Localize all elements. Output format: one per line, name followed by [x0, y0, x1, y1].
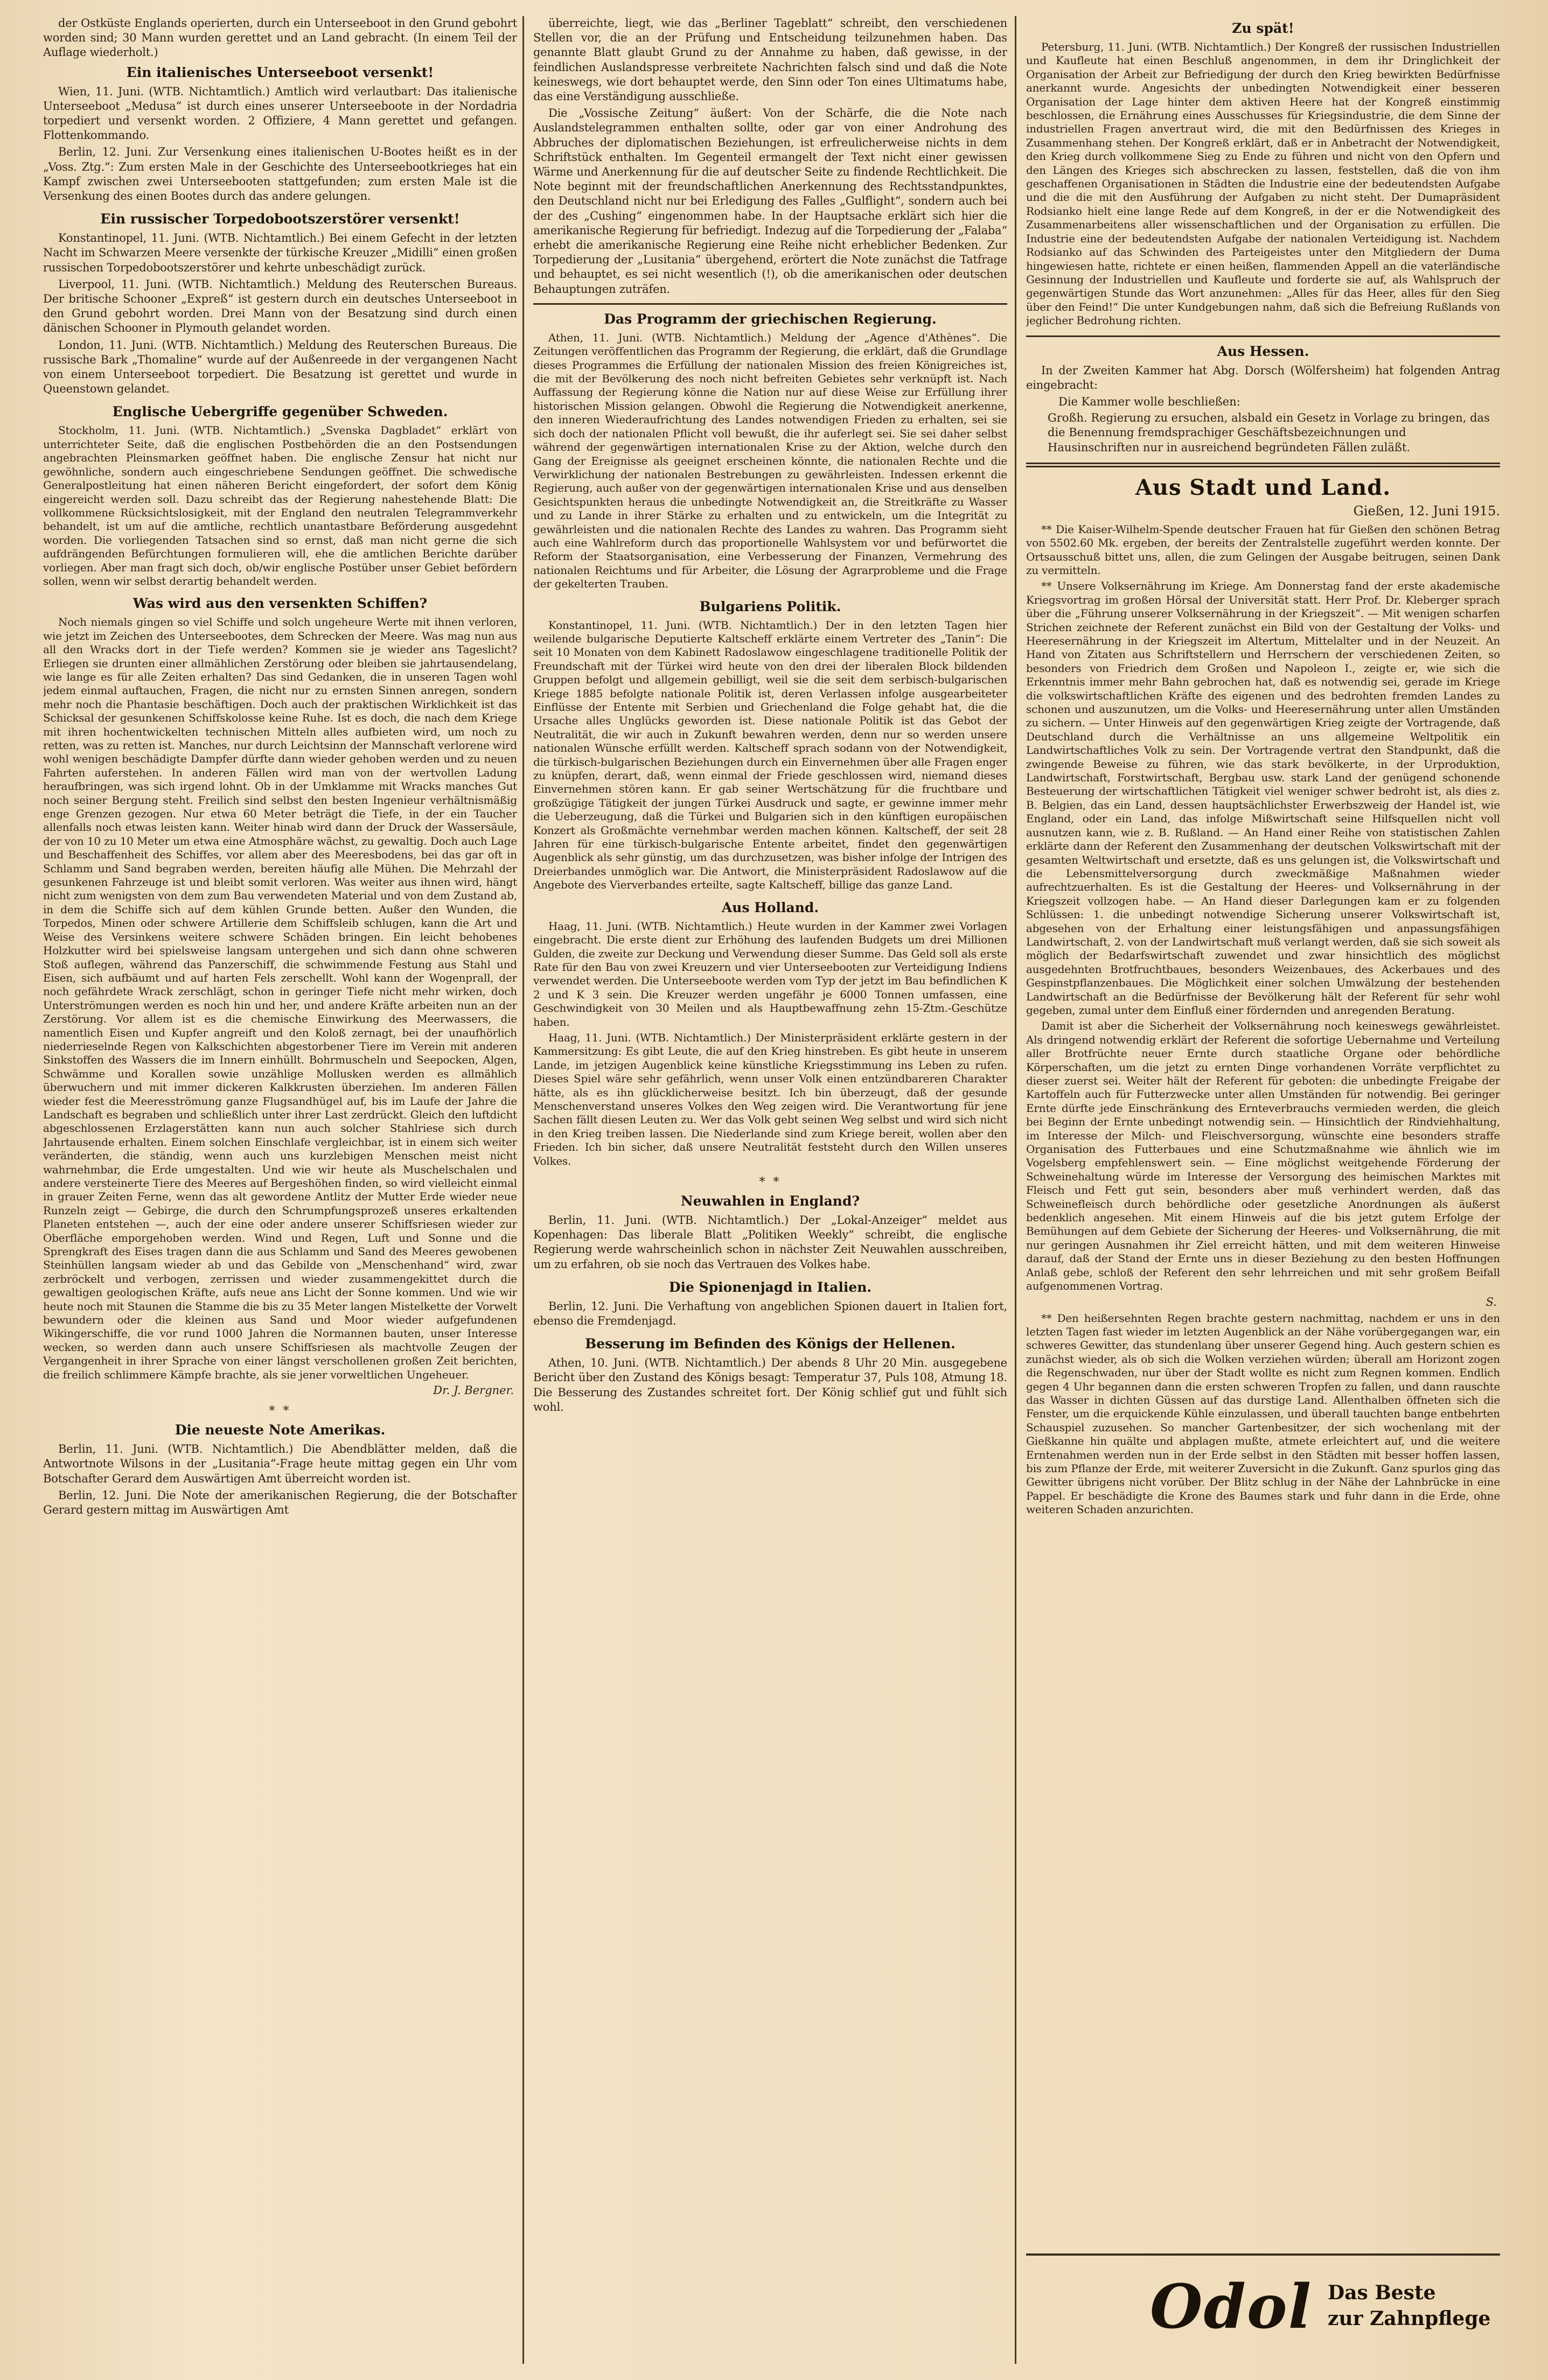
article-paragraph: Athen, 10. Juni. (WTB. Nichtamtlich.) Der abends 8 Uhr 20 Min. ausgegebene Bericht über den Zustand des Königs besagt: Temperatur 37, Puls 108, Atmung 18. Die Besserung des Zustandes schreitet fort. Der König schlief gut und fühlt sich wohl. [533, 1356, 1007, 1413]
article-paragraph: Berlin, 11. Juni. (WTB. Nichtamtlich.) Der „Lokal-Anzeiger“ meldet aus Kopenhagen: Das liberale Blatt „Politiken Weekly“ schreibt, die englische Regierung werde wahrscheinlich schon in nächster Zeit Neuwahlen ausschreiben, um zu erfahren, ob sie noch das Vertrauen des Volkes habe. [533, 1214, 1007, 1271]
column-3 [1026, 16, 1500, 2364]
article-title: Aus Holland. [721, 899, 819, 915]
article-italian-submarine [43, 65, 517, 204]
article-paragraph: Damit ist aber die Sicherheit der Volksernährung noch keineswegs gewährleistet. Als dringend notwendig erklärt der Referent die sofortige Uebernahme und Verteilung aller Brotfrüchte neuer Ernte durch staatliche Organe oder behördliche Körperschaften, um die jetzt zu ernten Dinge vorhandenen Vorräte verpflichtet zu dieser zuerst sei. Weiter hält der Referent für geboten: die unbedingte Freigabe der Kartoffeln auch für Futterzwecke unter allen Umständen für notwendig. Bei geringer Ernte dürfte jede Einschränkung des Ernteverbrauchs vermieden werden, die gleich bei Beginn der Ernte unbedingt notwendig sein. — Hinsichtlich der Rindviehhaltung, im Interesse der Milch- und Fleischversorgung, wünschte eine besonders straffe Organisation des Futterbaues und eine Schutzmaßnahme wie ähnlich wie im Vogelsberg empfehlenswert sein. — Eine möglichst weitgehende Förderung der Schweinehaltung würde im Interesse der Versorgung des heimischen Marktes mit Fleisch und Fett gut sein, besonders aber muß verhindert werden, daß das Schweinefleisch durch behördliche oder gesetzliche Anordnungen als äußerst bedenklich angesehen. Mit einem Hinweis auf die bis jetzt gutem Erfolge der Bemühungen auf dem Gebiete der Sicherung der Heeres- und Volksernährung, die mit nur geringen Ausnahmen ihr Ziel erreicht hätten, und mit dem weiteren Hinweise darauf, daß der Stand der Ernte uns in dieser Beziehung zu den besten Hoffnungen Anlaß gebe, schloß der Referent den sehr lehrreichen und mit sehr großem Beifall aufgenommenen Vortrag. [1026, 1019, 1500, 1293]
ad-tagline-line2: zur Zahnpflege [1328, 2307, 1491, 2330]
article-title: Das Programm der griechischen Regierung. [604, 311, 937, 327]
article-paragraph: Athen, 11. Juni. (WTB. Nichtamtlich.) Meldung der „Agence d'Athènes“. Die Zeitungen veröffentlichen das Programm der Regierung, die erklärt, daß die Grundlage dieses Programmes die Erfüllung der nationalen Mission des freien Königreiches ist, die mit der Bevölkerung des noch nicht befreiten Gebietes sehr verknüpft ist. Nach Auffassung der Regierung könne die Nation nur auf diese Weise zur Erfüllung ihrer historischen Mission gelangen. Obwohl die Regierung die Notwendigkeit anerkenne, den inneren Wiederaufrichtung des Landes notwendigen Frieden zu erhalten, sei sie sich doch der nationalen Pflicht voll bewußt, die ihr auferlegt sei. Sie sei daher selbst während der gegenwärtigen internationalen Krise zu der Aktion, welche durch den Gang der Ereignisse als geeignet erscheinen könnte, die nationalen Rechte und die Verwirklichung der nationalen Bestrebungen zu gewährleisten. Indessen erkennt die Regierung, auch außer von der gegenwärtigen internationalen Krise und aus denselben Gesichtspunkten heraus die unbedingte Notwendigkeit an, die Streitkräfte zu Wasser und zu Lande in ihrer Stärke zu erhalten und zu entwickeln, um die Integrität zu gewährleisten und die nationalen Rechte des Landes zu wahren. Das Programm sieht auch eine Wahlreform durch das proportionelle Wahlsystem vor und befürwortet die Reform der Staatsorganisation, eine Verbesserung der Finanzen, Vermehrung des nationalen Reichtums und für Arbeiter, die Lösung der Agrarprobleme und die Frage der gekelterten Trauben. [533, 331, 1007, 591]
article-paragraph: Haag, 11. Juni. (WTB. Nichtamtlich.) Heute wurden in der Kammer zwei Vorlagen eingebracht. Die erste dient zur Erhöhung des laufenden Budgets um drei Millionen Gulden, die zweite zur Deckung und Verwendung dieser Summe. Das Geld soll als erste Rate für den Bau von zwei Kreuzern und vier Unterseebooten zur Verteidigung Indiens verwendet werden. Die Unterseeboote werden vom Typ der jetzt im Bau befindlichen K 2 und K 3 sein. Die Kreuzer werden ungefähr je 6000 Tonnen umfassen, eine Geschwindigkeit von 30 Meilen und als Hauptbewaffnung zehn 15-Ztm.-Geschütze haben. [533, 919, 1007, 1028]
article-title: Ein russischer Torpedobootszerstörer versenkt! [100, 211, 460, 227]
article-title: Bulgariens Politik. [699, 598, 841, 614]
article-bulgaria-politics [533, 599, 1007, 892]
article-paragraph: Liverpool, 11. Juni. (WTB. Nichtamtlich.) Meldung des Reuterschen Bureaus. Der britische Schooner „Expreß“ ist gestern durch ein deutsches Unterseeboot in den Grund gebohrt worden. Drei Mann von der Besatzung sind durch einen dänischen Schooner in Plymouth gelandet worden. [43, 277, 517, 335]
article-holland [533, 900, 1007, 1168]
article-paragraph: Petersburg, 11. Juni. (WTB. Nichtamtlich.) Der Kongreß der russischen Industriellen und Kaufleute hat einen Beschluß angenommen, in dem ihr Dringlichkeit der Organisation der Arbeit zur Befriedigung der durch den Krieg bewirkten Bedürfnisse anerkannt wurde. Angesichts der unbedingten Notwendigkeit einer besseren Organisation der Lage hinter dem aktiven Heere hat der Kongreß einstimmig beschlossen, die Ernährung eines Ausschusses für Kriegsindustrie, die dem Sinne der industriellen Fragen anvertraut wird, die mit den Bedürfnissen des Krieges in Zusammenhang stehen. Der Kongreß erklärt, daß er in Anbetracht der Notwendigkeit, den Krieg durch vollkommene Sieg zu Ende zu führen und nicht von den Opfern und den Längen des Krieges sich abschrecken zu lassen, feststellen, daß die von ihm geschaffenen Organisationen in Städten die Industrie eine der bedeutendsten Aufgabe und die die mit den Ausführung der Aufgaben zu nicht steht. Der Dumapräsident Rodsianko hielt eine lange Rede auf dem Kongreß, in der er die Notwendigkeit des Zusammenarbeitens aller wissenschaftlichen und der Organisation zu erfüllen. Die Industrie eine der bedeutendsten Aufgabe der nationalen Verteidigung ist. Nachdem Rodsianko auf das Schwinden des Parteigeistes unter den Mitgliedern der Duma hingewiesen hatte, richtete er einen heißen, flammenden Appell an die vaterländische Gesinnung der Industriellen und Kaufleute und forderte sie auf, als Wahlspruch der gegenwärtigen Stunde das Wort anzunehmen: „Alles für das Heer, alles für den Sieg über den Feind!“ Die unter Kundgebungen nahm, daß sich die Befreiung Rußlands von jeglicher Bedrohung richten. [1026, 40, 1500, 327]
article-paragraph: Konstantinopel, 11. Juni. (WTB. Nichtamtlich.) Bei einem Gefecht in der letzten Nacht im Schwarzen Meere versenkte der türkische Kreuzer „Midilli“ einen großen russischen Torpedobootszerstörer und kehrte unbeschädigt zurück. [43, 232, 517, 274]
article-paragraph: Noch niemals gingen so viel Schiffe und solch ungeheure Werte mit ihnen verloren, wie jetzt im Zeichen des Unterseebootes, dem Schrecken der Meere. Was mag nun aus all den Wracks dort in der Tiefe werden? Kommen sie je wieder ans Tageslicht? Erliegen sie drunten einer allmählichen Zerstörung oder bleiben sie jahrtausendelang, wie lange es für alle Zeiten erhalten? Das sind Gedanken, die in unseren Tagen wohl jedem einmal auftauchen, Fragen, die nicht nur zu ernsten Sinnen anregen, sondern mehr noch die Phantasie beschäftigen. Doch auch der praktischen Wirklichkeit ist das Schicksal der gesunkenen Schiffskolosse keine Ruhe. Ist es doch, die nach dem Kriege mit ihren hochentwickelten technischen Mitteln alles aufbieten wird, um noch zu retten, was zu retten ist. Manches, nur durch Leichtsinn der Mannschaft verlorene wird wohl wenigen beschädigte Dampfer dürfte dann wieder gehoben werden und zu neuen Fahrten auferstehen. In anderen Fällen wird man von der wertvollen Ladung heraufbringen, was sich irgend lohnt. Ob in der Umklamme mit Wracks manches Gut noch seiner Bergung steht. Freilich sind selbst den besten Ingenieur verhältnismäßig enge Grenzen gezogen. Nur etwa 60 Meter beträgt die Tiefe, in der ein Taucher allenfalls noch etwas leisten kann. Weiter hinab wird dann der Druck der Wassersäule, der von 10 zu 10 Meter um etwa eine Atmosphäre wächst, zu gewaltig. Doch auch Lage und Beschaffenheit des Schiffes, vor allem aber des Meeresbodens, bei das gar oft in Schlamm und Sand begraben werden, bereiten häufig alle Mühen. Die Mehrzahl der gesunkenen Fahrzeuge ist und bleibt somit verloren. Was weiter aus ihnen wird, hängt nicht zum wenigsten von dem zum Bau verwendeten Material und von dem Zustand ab, in dem die Schiffe sich auf dem kühlen Grunde betten. Außer den Wunden, die Torpedos, Minen oder schwere Artillerie dem Schiffsleib schlugen, kann die Art und Weise des Versinkens weitere schwere Schäden bringen. Ein leicht behobenes Holzkutter wird bei spielsweise langsam untergehen und sich dann ohne schweren Stoß auflegen, während das Panzerschiff, die schwimmende Festung aus Stahl und Eisen, sich aufbäumt und auf harten Fels zerschellt. Wohl kann der Wogenprall, der noch gefährdete Wrack zerschlägt, schon in geringer Tiefe nicht mehr wirken, doch Unterströmungen werden es noch hin und her, und andere Kräfte arbeiten nun an der Zerstörung. Vor allem ist es die chemische Einwirkung des Meerwassers, die namentlich Eisen und Kupfer angreift und den Koloß zernagt, bei der unaufhörlich niederrieselnde Regen von Kalkschichten abgestorbener Tiere im Verein mit anderen Sinkstoffen des Wassers die im Innern einhüllt. Bohrmuscheln und Seepocken, Algen, Schwämme und Korallen sowie unzählige Mollusken werden es allmählich überwuchern und mit immer dickeren Kalkkrusten überziehen. Im anderen Fällen wieder fest die Meeresströmung ganze Flugsandhügel auf, bis im Laufe der Jahre die Landschaft es begraben und schließlich unter ihrer Last zerdrückt. Gleich den luftdicht abgeschlossenen Erzlagerstätten kann nun auch solcher Stahlriese sich durch Jahrtausende erhalten. Einem solchen Einschlafe vergleichbar, ist in einem sich weiter veränderten, die ständig, wenn auch uns kurzlebigen Menschen meist nicht wahrnehmbar, die Erde umgestalten. Und wie wir heute als Muschelschalen und andere versteinerte Tiere des Meeres auf Bergeshöhen finden, so wird vielleicht einmal in grauer Zeiten Ferne, wenn das alt gewordene Antlitz der Mutter Erde wieder neue Runzeln zeigt — Gebirge, die durch den Schrumpfungsprozeß unseres erkaltenden Planeten entstehen —, auch der eine oder andere unserer Schiffsriesen wieder zur Oberfläche emporgehoben werden. Wind und Regen, Luft und Sonne und die Sprengkraft des Eises tragen dann die aus Schlamm und Sand des Meeres gewobenen Steinhüllen langsam wieder ab und das Gebilde von „Menschenhand“ wird, zwar zerbröckelt und verbogen, zerrissen und wieder zusammengekittet durch die gewaltigen geologischen Kräfte, aufs neue ans Licht der Sonne kommen. Und wie wir heute noch mit Staunen die Stamme die bis zu 35 Meter langen Mistelkette der Vorwelt bewundern oder die kleinen aus Sand und Moor wieder aufgefundenen Wikingerschiffe, die vor rund 1000 Jahren die Normannen bauten, unser Interesse wecken, so werden dann auch unsere Schiffsriesen als machtvolle Zeugen der Vergangenheit in ihrer Sprache von einer längst verschollenen großen Zeit berichten, die freilich schlimmere Kämpfe brachte, als sie jener vorweltlichen Ungeheuer. [43, 615, 517, 1381]
section-separator-stars: * * [269, 1404, 291, 1418]
article-signature: S. [1486, 1295, 1497, 1308]
article-paragraph: Großh. Regierung zu ersuchen, alsbald ein Gesetz in Vorlage zu bringen, das die Benennung fremdsprachiger Geschäftsbezeichnungen und Hausinschriften nur in ausreichend begründeten Fällen zuläßt. [1048, 411, 1490, 454]
article-paragraph: ** Die Kaiser-Wilhelm-Spende deutscher Frauen hat für Gießen den schönen Betrag von 5502.60 Mk. ergeben, der bereits der Zentralstelle zugeführt werden konnte. Der Ortsausschuß bittet uns, allen, die zum Gelingen der Ausgabe beitrugen, seinen Dank zu vermitteln. [1026, 522, 1500, 577]
article-title: Neuwahlen in England? [680, 1193, 860, 1209]
article-paragraph: Berlin, 12. Juni. Die Verhaftung von angeblichen Spionen dauert in Italien fort, ebenso die Fremdenjagd. [533, 1299, 1007, 1328]
divider [533, 303, 1007, 305]
article-title: Die neueste Note Amerikas. [175, 1422, 386, 1438]
intro-paragraph: der Ostküste Englands operierten, durch ein Unterseeboot in den Grund gebohrt worden sind; 30 Mann wurden gerettet und an Land gebracht. (In einem Teil der Auflage wiederholt.) [43, 17, 517, 59]
article-paragraph: London, 11. Juni. (WTB. Nichtamtlich.) Meldung des Reuterschen Bureaus. Die russische Bark „Thomaline“ wurde auf der Außenreede in der vergangenen Nacht von einem Unterseeboot torpediert. Die Besatzung ist gerettet und wurde in Queenstown gelandet. [43, 338, 517, 396]
article-paragraph: In der Zweiten Kammer hat Abg. Dorsch (Wölfersheim) hat folgenden Antrag eingebracht: [1026, 363, 1500, 391]
article-king-health [533, 1336, 1007, 1415]
section-title: Aus Stadt und Land. [1135, 474, 1391, 500]
double-divider [1026, 463, 1500, 467]
article-paragraph: Konstantinopel, 11. Juni. (WTB. Nichtamtlich.) Der in den letzten Tagen hier weilende bulgarische Deputierte Kaltscheff erklärte einem Vertreter des „Tanin“: Die seit 10 Monaten von dem Kabinett Radoslawow eingeschlagene traditionelle Politik der Freundschaft mit der Türkei wird heute von den drei der liberalen Block bildenden Gruppen befolgt und allgemein gebilligt, weil sie die seit dem serbisch-bulgarischen Kriege 1885 befolgte nationale Politik ist, deren Verlassen infolge ausgearbeiteter Einflüsse der Entente mit Serbien und Griechenland die Folge gehabt hat, die die Ursache alles Unglücks geworden ist. Diese nationale Politik ist das Gebot der Neutralität, die wir auch in Zukunft bewahren werden, denn nur so werden unsere nationalen Wünsche erfüllt werden. Kaltscheff sprach sodann von der Notwendigkeit, die türkisch-bulgarischen Beziehungen durch ein Einvernehmen über alle Fragen enger zu knüpfen, derart, daß, wenn einmal der Friede geschlossen wird, niemand dieses Einvernehmen stören kann. Er gab seiner Wertschätzung für die fruchtbare und großzügige Tätigkeit der jungen Türkei Ausdruck und sagte, er gewinne immer mehr die Ueberzeugung, daß die Türkei und Bulgarien sich in den künftigen europäischen Konzert als Großmächte vernehmbar werden machen können. Kaltscheff, der seit 28 Jahren für eine türkisch-bulgarische Entente arbeitet, findet den gegenwärtigen Augenblick als sehr günstig, um das durchzusetzen, was bisher infolge der Intrigen des Dreierbandes unmöglich war. Die Antwort, die Ministerpräsident Radoslawow auf die Angebote des Vierverbandes erteilte, sagte Kaltscheff, billige das ganze Land. [533, 618, 1007, 892]
article-greek-program [533, 311, 1007, 591]
article-title: Zu spät! [1232, 20, 1294, 36]
article-signature: Dr. J. Bergner. [433, 1384, 514, 1397]
article-paragraph: überreichte, liegt, wie das „Berliner Tageblatt“ schreibt, den verschiedenen Stellen vor, die an der Prüfung und Entscheidung teilzunehmen haben. Das genannte Blatt glaubt Grund zu der Annahme zu haben, daß gewisse, in der feindlichen Auslandspresse verbreitete Nachrichten falsch sind und daß die Note keineswegs, wie dort behauptet werde, den Sinn oder Ton eines Ultimatums habe, das eine Verständigung ausschließe. [533, 17, 1007, 103]
article-paragraph: Stockholm, 11. Juni. (WTB. Nichtamtlich.) „Svenska Dagbladet“ erklärt von unterrichteter Seite, daß die englischen Postbehörden die an den Postsendungen angebrachten Pleinsmarken geöffnet haben. Die englische Zensur hat nicht nur gewöhnliche, sondern auch eingeschriebene Sendungen geöffnet. Die schwedische Generalpostleitung hat einen näheren Bericht eingefordert, der sofort dem König eingereicht werden soll. Dazu schreibt das der Regierung nahestehende Blatt: Die vollkommene Rücksichtslosigkeit, mit der England den neutralen Telegrammverkehr behandelt, ist um auf die amtliche, rechtlich unantastbare Beförderung ausgedehnt worden. Die vorliegenden Tatsachen sind so ernst, daß man nicht gerne die sich aufdrängenden Befürchtungen formulieren will, ehe die amtlichen Berichte darüber vorliegen. Aber man fragt sich doch, ob/wir englische Postüber unser Gebiet befördern sollen, wenn wir selbst derartig behandelt werden. [43, 424, 517, 587]
column-2 [533, 16, 1007, 2364]
article-title: Aus Hessen. [1217, 343, 1309, 359]
column-rule-1 [522, 16, 524, 2364]
dateline: Gießen, 12. Juni 1915. [1353, 503, 1500, 519]
article-paragraph: Berlin, 12. Juni. Zur Versenkung eines italienischen U-Bootes heißt es in der „Voss. Ztg.“: Zum ersten Male in der Geschichte des Unterseebootkrieges hat ein Kampf zwischen zwei Unterseebooten stattgefunden; zum ersten Male ist die Versenkung des einen Bootes durch das andere gelungen. [43, 145, 517, 203]
article-american-note [43, 1422, 517, 1517]
article-title: Ein italienisches Unterseeboot versenkt! [126, 64, 434, 80]
article-sunken-ships [43, 596, 517, 1397]
article-english-sweden [43, 404, 517, 588]
article-title: Englische Uebergriffe gegenüber Schweden. [112, 404, 448, 420]
section-separator-stars: * * [759, 1175, 782, 1189]
article-paragraph: Wien, 11. Juni. (WTB. Nichtamtlich.) Amtlich wird verlautbart: Das italienische Unterseeboot „Medusa“ ist durch eines unserer Unterseeboote in der Nordadria torpediert und versenkt worden. 2 Offiziere, 4 Mann gerettet und gefangen. Flottenkommando. [43, 85, 517, 142]
article-paragraph: Die „Vossische Zeitung“ äußert: Von der Schärfe, die die Note nach Auslandstelegrammen enthalten sollte, oder gar von einer Androhung des Abbruches der diplomatischen Beziehungen, ist erfreulicherweise nichts in dem Schriftstück enthalten. Im Gegenteil ermangelt der Text nicht einer gewissen Wärme und Anerkennung für die auf deutscher Seite zu findende Rechtlichkeit. Die Note beginnt mit der freundschaftlichen Anerkennung des Rechtsstandpunktes, den Deutschland nicht nur bei Erledigung des Falles „Gulflight“, sondern auch bei der des „Cushing“ eingenommen habe. In der Hauptsache erklärt sich hier die amerikanische Regierung für befriedigt. Indezug auf die Torpedierung der „Falaba“ erhebt die amerikanische Regierung eine Reihe nicht erheblicher Bedenken. Zur Torpedierung der „Lusitania“ übergehend, erörtert die Note zunächst die Tatfrage und behauptet, es sei nicht wesentlich (!), ob die amerikanischen oder deutschen Behauptungen zuträfen. [533, 107, 1007, 296]
article-paragraph: Berlin, 12. Juni. Die Note der amerikanischen Regierung, die der Botschafter Gerard gestern mittag im Auswärtigen Amt [43, 1488, 517, 1516]
article-paragraph: Haag, 11. Juni. (WTB. Nichtamtlich.) Der Ministerpräsident erklärte gestern in der Kammersitzung: Es gibt Leute, die auf den Krieg hinstreben. Es gibt heute in unserem Lande, im jetzigen Augenblick keine künstliche Kriegsstimmung ins Leben zu rufen. Dieses Spiel wäre sehr gefährlich, wenn unser Volk einen entzündbareren Charakter hätte, als es ihn glücklicherweise besitzt. Ich bin überzeugt, daß der gesunde Menschenverstand unseres Volkes den Weg zeigen wird. Die Verantwortung für jene Sachen fällt diesen Leuten zu. Wer das Volk gebt seinen Weg selbst und wird sich nicht in den Krieg treiben lassen. Die Niederlande sind zum Kriege bereit, wollen aber den Frieden. Ich bin sicher, daß unsere Neutralität feststeht durch den Willen unseres Volkes. [533, 1031, 1007, 1167]
article-spy-hunt-italy [533, 1279, 1007, 1328]
ad-brand-logo: Odol [1150, 2272, 1313, 2342]
advertisement-odol [1026, 2253, 1500, 2369]
article-title: Was wird aus den versenkten Schiffen? [133, 596, 428, 612]
article-title: Die Spionenjagd in Italien. [668, 1279, 872, 1295]
ad-tagline-line1: Das Beste [1328, 2281, 1436, 2304]
article-paragraph: ** Unsere Volksernährung im Kriege. Am Donnerstag fand der erste akademische Kriegsvortrag im großen Hörsal der Universität statt. Herr Prof. Dr. Kleberger sprach über die „Führung unserer Volksernährung in der Kriegszeit“. — Mit wenigen scharfen Strichen zeichnete der Referent zunächst ein Bild von der Gestaltung der Volks- und Heeresernährung in der Kriegszeit im Altertum, Mittelalter und in der Neuzeit. An Hand von Zitaten aus Schriftstellern und Herrschern der verschiedenen Zeiten, so besonders von Friedrich dem Großen und Napoleon I., zeigte er, wie sich die Erkenntnis immer mehr Bahn gebrochen hat, daß es notwendig sei, gerade im Kriege die volkswirtschaftlichen Kräfte des eigenen und des bedrohten fremden Landes zu schonen und auszunutzen, um die Volks- und Heeresernährung unter allen Umständen zu sichern. — Unter Hinweis auf den gegenwärtigen Krieg zeigte der Vortragende, daß Deutschland durch die Verhältnisse an uns allgemeine Weltpolitik ein Landwirtschaftliches Volk zu sein. Der Vortragende vertrat den Standpunkt, daß die zwingende Beweise zu führen, wie das stark bevölkerte, in der Urproduktion, Landwirtschaft, Forstwirtschaft, Bergbau usw. stark Land der genügend schonende Besteuerung der wirtschaftlichen Tätigkeit viel weniger schwer bedroht ist, als dies z. B. Belgien, das ein Land, dessen hauptsächlichster Erwerbszweig der Handel ist, wie England, oder ein Land, das infolge Mißwirtschaft seine Hilfsquellen nicht voll ausnutzen kann, wie z. B. Rußland. — An Hand einer Reihe von statistischen Zahlen erklärte dann der Referent den Zusammenhang der deutschen Volkswirtschaft mit der gesamten Weltwirtschaft und ersetzte, daß es uns gelungen ist, die Volkswirtschaft und die Lebensmittelversorgung durch zweckmäßige Maßnahmen wieder aufrechtzuerhalten. Es ist die Gestaltung der Heeres- und Volksernährung in der Kriegszeit vollzogen habe. — An Hand dieser Darlegungen kam er zu folgenden Schlüssen: 1. die unbedingt notwendige Sicherung unserer Volkswirtschaft ist, abgesehen von der Erhaltung einer leistungsfähigen und anpassungsfähigen Landwirtschaft, 2. von der Landwirtschaft muß verlangt werden, daß sie sich soweit als möglich der Bedarfswirtschaft zuwendet und zwar hinsichtlich des möglichst ausgedehnten Brotfruchtbaues, besonders Weizenbaues, des Ackerbaues und des Gespinstpflanzenbaues. Die Möglichkeit einer solchen Umwälzung der bestehenden Landwirtschaft an die Bedürfnisse der Bevölkerung hält der Referent für sehr wohl gegeben, zumal unter dem Einfluß einer fördernden und anregenden Beratung. [1026, 579, 1500, 1017]
article-from-hessen [1026, 344, 1500, 455]
article-england-elections [533, 1193, 1007, 1272]
article-too-late [1026, 20, 1500, 328]
article-russian-destroyer [43, 211, 517, 396]
article-paragraph: Berlin, 11. Juni. (WTB. Nichtamtlich.) Die Abendblätter melden, daß die Antwortnote Wilsons in der „Lusitania“-Frage heute mittag gegen ein Uhr vom Botschafter Gerard dem Auswärtigen Amt überreicht worden ist. [43, 1443, 517, 1485]
article-paragraph: ** Den heißersehnten Regen brachte gestern nachmittag, nachdem er uns in den letzten Tagen fast wieder im letzten Augenblick an der Nähe vorübergegangen war, ein schweres Gewitter, das stundenlang über unserer Gegend hing. Auch gestern schien es zunächst wieder, als ob sich die Wolken verziehen würden; überall am Horizont zogen die Regenschwaden, nur über der Stadt wollte es nicht zum Regnen kommen. Endlich gegen 4 Uhr begannen dann die ersten schweren Tropfen zu fallen, und dann rauschte das Wasser in dichten Güssen auf das durstige Land. Allenthalben öffneten sich die Fenster, um die erquickende Kühle einzulassen, und überall tauchten bange entbehrten Schauspiel zuzusehen. So mancher Gartenbesitzer, der sich wochenlang mit der Gießkanne hin quälte und abplagen mußte, atmete erleichtert auf, und die weitere Erntenahmen werden nun in der Erde selbst in den Städten mit besser hoffen lassen, bis zum Pflanze der Erde, mit weiterer Zuversicht in die Zukunft. Ganz spurlos ging das Gewitter übrigens nicht vorüber. Der Blitz schlug in der Nähe der Lahnbrücke in eine Pappel. Er beschädigte die Krone des Baumes stark und fuhr dann in die Erde, ohne weiteren Schaden anzurichten. [1026, 1311, 1500, 1516]
column-rule-2 [1015, 16, 1016, 2364]
article-paragraph: Die Kammer wolle beschließen: [1058, 395, 1240, 408]
column-1 [43, 16, 517, 2364]
divider [1026, 335, 1500, 337]
article-title: Besserung im Befinden des Königs der Hellenen. [585, 1336, 956, 1352]
